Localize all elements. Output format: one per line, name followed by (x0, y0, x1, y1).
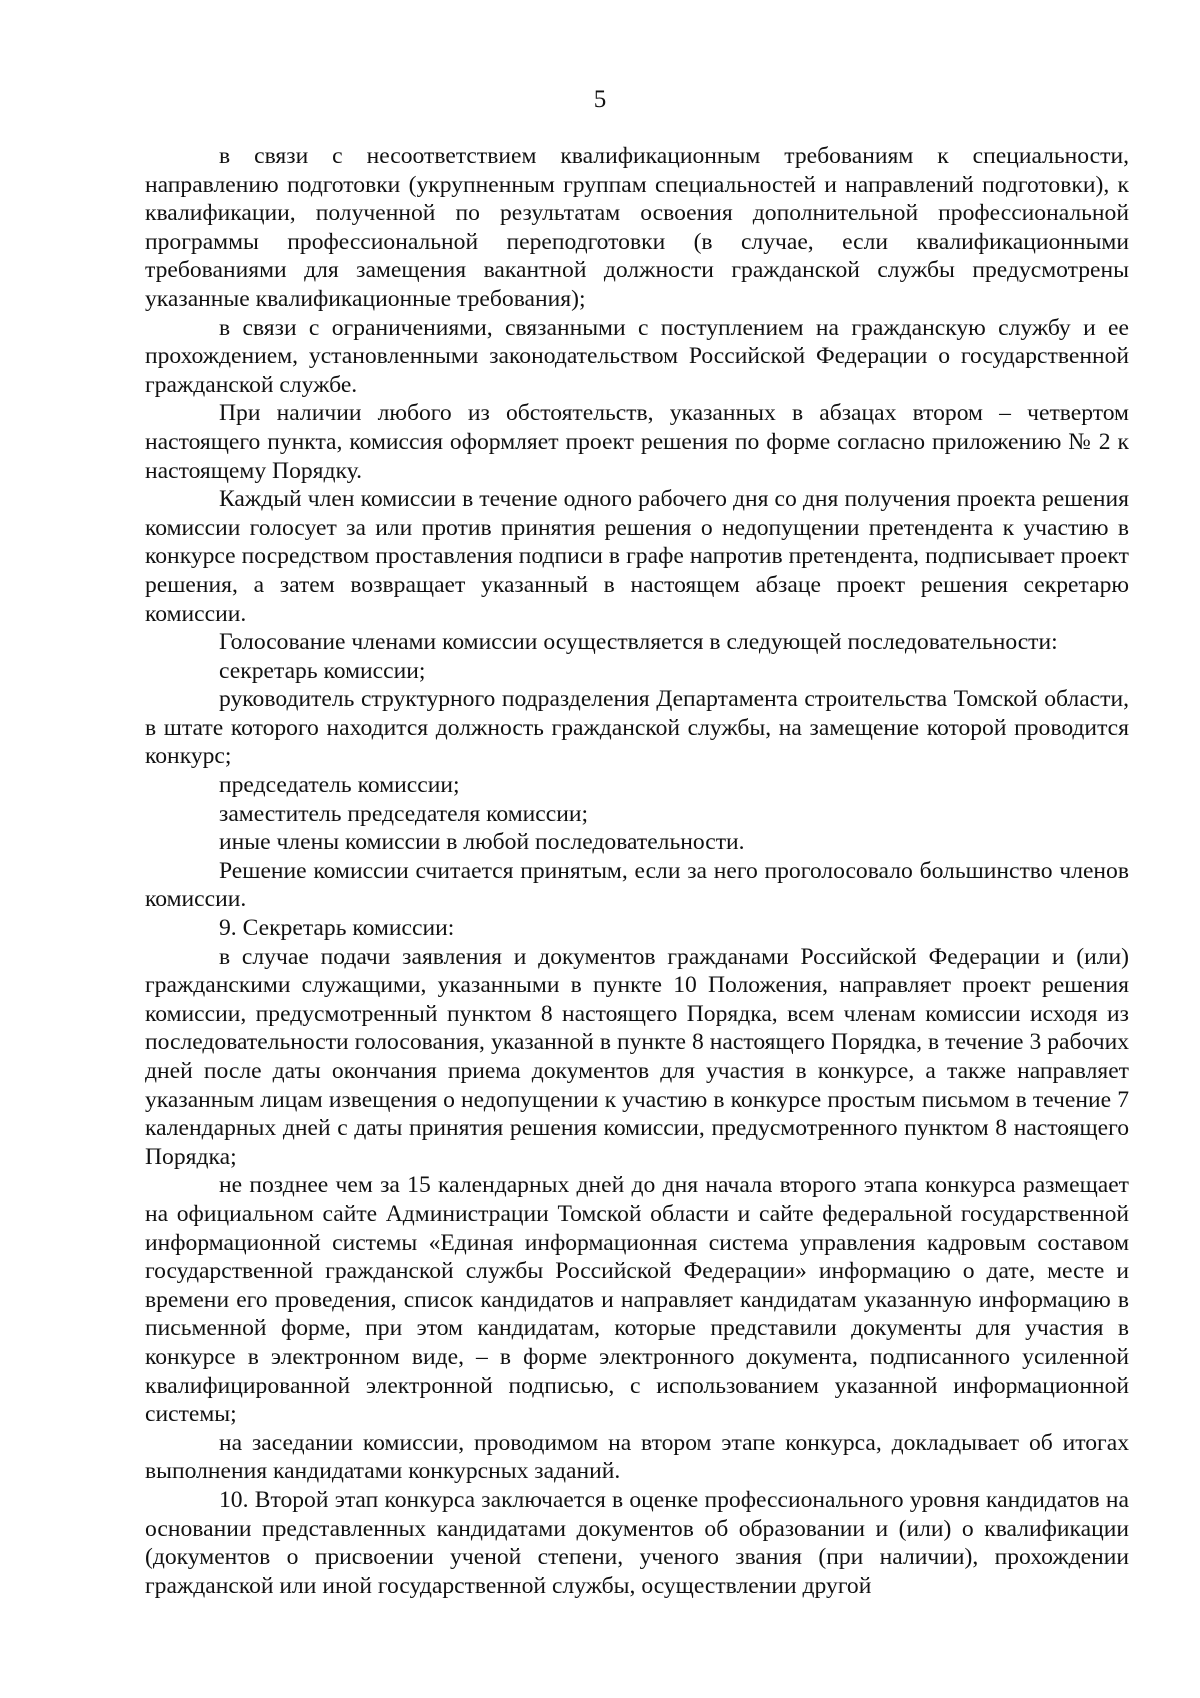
paragraph-deputy-chairman-vote: заместитель председателя комиссии; (219, 800, 589, 827)
paragraph-decision-adopted: Решение комиссии считается принятым, если за него проголосовало большинство членов комиссии. (145, 857, 1129, 913)
paragraph-section-10-second-stage: 10. Второй этап конкурса заключается в оценке профессионального уровня кандидатов на основании представленных кандидатами документов об образовании и (или) о квалификации (документов о присвоении ученой степени, ученого звания (при наличии), прохождении гражданской или иной государственной службы, осуществлении другой (145, 1486, 1129, 1599)
paragraph-secretary-sends-draft: в случае подачи заявления и документов гражданами Российской Федерации и (или) гражданскими служащими, указанными в пункте 10 Положения, направляет проект решения комиссии, предусмотренный пунктом 8 настоящего Порядка, всем членам комиссии исходя из последовательности голосования, указанной в пункте 8 настоящего Порядка, в течение 3 рабочих дней после даты окончания приема документов для участия в конкурсе, а также направляет указанным лицам извещения о недопущении к участию в конкурсе простым письмом в течение 7 календарных дней с даты принятия решения комиссии, предусмотренного пунктом 8 настоящего Порядка; (145, 943, 1129, 1170)
paragraph-voting-order: Голосование членами комиссии осуществляется в следующей последовательности: (219, 629, 1058, 656)
document-body (145, 142, 1129, 1600)
paragraph-chairman-vote: председатель комиссии; (219, 772, 460, 799)
paragraph-unit-head-vote: руководитель структурного подразделения Департамента строительства Томской области, в штате которого находится должность гражданской службы, на замещение которой проводится конкурс; (145, 686, 1129, 770)
page-number: 5 (593, 86, 607, 113)
paragraph-secretary-reports: на заседании комиссии, проводимом на втором этапе конкурса, докладывает об итогах выполнения кандидатами конкурсных заданий. (145, 1429, 1129, 1485)
paragraph-qualification-mismatch: в связи с несоответствием квалификационным требованиям к специальности, направлению подготовки (укрупненным группам специальностей и направлений подготовки), к квалификации, полученной по результатам освоения дополнительной профессиональной программы профессиональной переподготовки (в случае, если квалификационными требованиями для замещения вакантной должности гражданской службы предусмотрены указанные квалификационные требования); (145, 143, 1129, 312)
paragraph-secretary-publishes-info: не позднее чем за 15 календарных дней до дня начала второго этапа конкурса размещает на официальном сайте Администрации Томской области и сайте федеральной государственной информационной системы «Единая информационная система управления кадровым составом государственной гражданской службы Российской Федерации» информацию о дате, месте и времени его проведения, список кандидатов и направляет кандидатам указанную информацию в письменной форме, при этом кандидатам, которые представили документы для участия в конкурсе в электронном виде, – в форме электронного документа, подписанного усиленной квалифицированной электронной подписью, с использованием указанной информационной системы; (145, 1172, 1129, 1428)
paragraph-draft-decision: При наличии любого из обстоятельств, указанных в абзацах втором – четвертом настоящего пункта, комиссия оформляет проект решения по форме согласно приложению № 2 к настоящему Порядку. (145, 400, 1129, 484)
paragraph-other-members-vote: иные члены комиссии в любой последовательности. (219, 829, 745, 856)
paragraph-service-restrictions: в связи с ограничениями, связанными с поступлением на гражданскую службу и ее прохождением, установленными законодательством Российской Федерации о государственной гражданской службе. (145, 314, 1129, 398)
paragraph-member-voting: Каждый член комиссии в течение одного рабочего дня со дня получения проекта решения комиссии голосует за или против принятия решения о недопущении претендента к участию в конкурсе посредством проставления подписи в графе напротив претендента, подписывает проект решения, а затем возвращает указанный в настоящем абзаце проект решения секретарю комиссии. (145, 486, 1129, 627)
paragraph-secretary-vote: секретарь комиссии; (219, 657, 426, 684)
paragraph-section-9-heading: 9. Секретарь комиссии: (219, 915, 455, 942)
